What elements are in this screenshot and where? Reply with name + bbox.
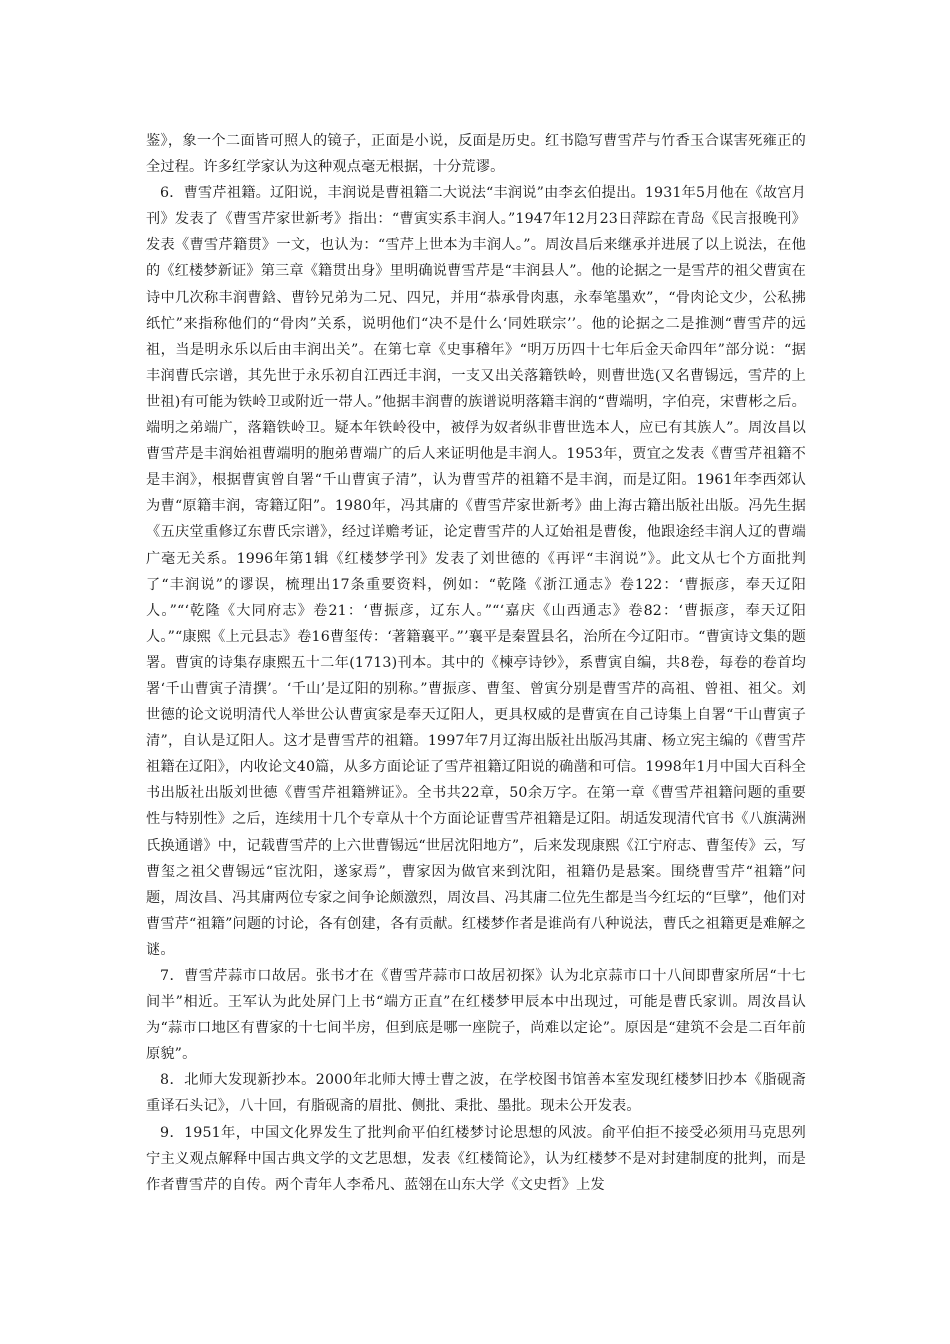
paragraph-item-9-criticism: 9．1951年，中国文化界发生了批判俞平伯红楼梦讨论思想的风波。俞平伯拒不接受必须用马克思列宁主义观点解释中国古典文学的文艺思想，发表《红楼简论》，认为红楼梦不是对封建制度的批判，而是作者曹雪芹的自传。两个青年人李希凡、蓝翎在山东大学《文史哲》上发 bbox=[146, 1124, 806, 1193]
paragraph-item-7-former-residence: 7．曹雪芹蒜市口故居。张书才在《曹雪芹蒜市口故居初探》认为北京蒜市口十八间即曹家所居“十七间半”相近。王军认为此处屏门上书“端方正直”在红楼梦甲辰本中出现过，可能是曹氏家训。周汝昌认为“蒜市口地区有曹家的十七间半房，但到底是哪一座院子，尚难以定论”。原因是“建筑不会是二百年前原貌”。 bbox=[146, 968, 806, 1063]
document-page bbox=[146, 128, 806, 1198]
paragraph-item-6-ancestral-home: 6．曹雪芹祖籍。辽阳说，丰润说是曹祖籍二大说法“丰润说”由李玄伯提出。1931年5月他在《故宫月刊》发表了《曹雪芹家世新考》指出：“曹寅实系丰润人。”1947年12月23日萍踪在青岛《民言报晚刊》发表《曹雪芹籍贯》一文，也认为：“雪芹上世本为丰润人。”。周汝昌后来继承并进展了以上说法，在他的《红楼梦新证》第三章《籍贯出身》里明确说曹雪芹是“丰润县人”。他的论据之一是雪芹的祖父曹寅在诗中几次称丰润曹鋡、曹钤兄弟为二兄、四兄，并用“恭承骨肉惠，永奉笔墨欢”，“骨肉论文少，公私拂纸忙”来指称他们的“骨肉”关系，说明他们“决不是什么‘同姓联宗’’。他的论据之二是推测“曹雪芹的远祖，当是明永乐以后由丰润出关”。在第七章《史事稽年》“明万历四十七年后金天命四年”部分说：“据丰润曹氏宗谱，其先世于永乐初自江西迁丰润，一支又出关落籍铁岭，则曹世选(又名曹锡远，雪芹的上世祖)有可能为铁岭卫或附近一帯人。”他据丰润曹的族谱说明落籍丰润的“曹端明，字伯亮，宋曹彬之后。端明之弟端广，落籍铁岭卫。疑本年铁岭役中，被俘为奴者纵非曹世选本人，应已有其族人”。周汝昌以曹雪芹是丰润始祖曹端明的胞弟曹端广的后人来证明他是丰润人。1953年，贾宜之发表《曹雪芹祖籍不是丰润》，根据曹寅曾自署“千山曹寅子清”，认为曹雪芹的祖籍不是丰润，而是辽阳。1961年李西郊认为曹“原籍丰润，寄籍辽阳”。1980年，冯其庸的《曹雪芹家世新考》曲上海古籍出版社出版。冯先生据《五庆堂重修辽东曹氏宗谱》，经过详赡考证，论定曹雪芹的人辽始祖是曹俊，他跟途经丰润人辽的曹端广毫无关系。1996年第1辑《红楼梦学刊》发表了刘世德的《再评“丰润说”》。此文从七个方面批判了“丰润说”的谬误，梳理出17条重要资料，例如：“乾隆《浙江通志》卷122：‘曹振彦，奉天辽阳人。”“‘乾隆《大同府志》卷21：‘曹振彦，辽东人。”“‘嘉庆《山西通志》卷82：‘曹振彦，奉天辽阳人。”“康熙《上元县志》卷16曹玺传：‘著籍襄平。”’襄平是秦置县名，治所在今辽阳市。“曹寅诗文集的题署。曹寅的诗集存康熙五十二年(1713)刊本。其中的《楝亭诗钞》，系曹寅自编，共8卷，每卷的卷首均署‘千山曹寅子清撰’。‘千山’是辽阳的别称。”曹振彦、曹玺、曾寅分别是曹雪芹的高祖、曾祖、祖父。刘世德的论文说明清代人举世公认曹寅家是奉天辽阳人，更具权威的是曹寅在自己诗集上自署“干山曹寅子清”，自认是辽阳人。这才是曹雪芹的祖籍。1997年7月辽海出版社出版冯其庸、杨立宪主编的《曹雪芹祖籍在辽阳》，内收论文40篇，从多方面论证了雪芹祖籍辽阳说的确凿和可信。1998年1月中国大百科全书出版社出版刘世德《曹雪芹祖籍辨证》。全书共22章，50余万字。在第一章《曹雪芹祖籍问题的重要性与特别性》之后，连续用十几个专章从十个方面论证曹雪芹祖籍是辽阳。胡适发现清代官书《八旗满洲氏换通谱》中，记载曹雪芹的上六世曹锡远“世居沈阳地方”，后来发现康熙《江宁府志、曹玺传》云，写曹玺之祖父曹锡远“宦沈阳，遂家焉”，曹家因为做官来到沈阳，祖籍仍是悬案。围绕曹雪芹“祖籍”问题，周汝昌、冯其庸两位专家之间争论颇激烈，周汝昌、冯其庸二位先生都是当今红坛的“巨擘”，他们对曹雪芹“祖籍”问题的讨论，各有创建，各有贡献。红楼梦作者是谁尚有八种说法，曹氏之祖籍更是难解之谜。 bbox=[146, 185, 806, 958]
paragraph-item-8-new-manuscript: 8．北师大发现新抄本。2000年北师大博士曹之波，在学校图书馆善本室发现红楼梦旧抄本《脂砚斋重译石头记》，八十回，有脂砚斋的眉批、侧批、秉批、墨批。现未公开发表。 bbox=[146, 1072, 806, 1115]
paragraph-continuation: 鉴》，象一个二面皆可照人的镜子，正面是小说，反面是历史。红书隐写曹雪芹与竹香玉合谋害死雍正的全过程。许多红学家认为这种观点毫无根据，十分荒谬。 bbox=[146, 133, 806, 176]
